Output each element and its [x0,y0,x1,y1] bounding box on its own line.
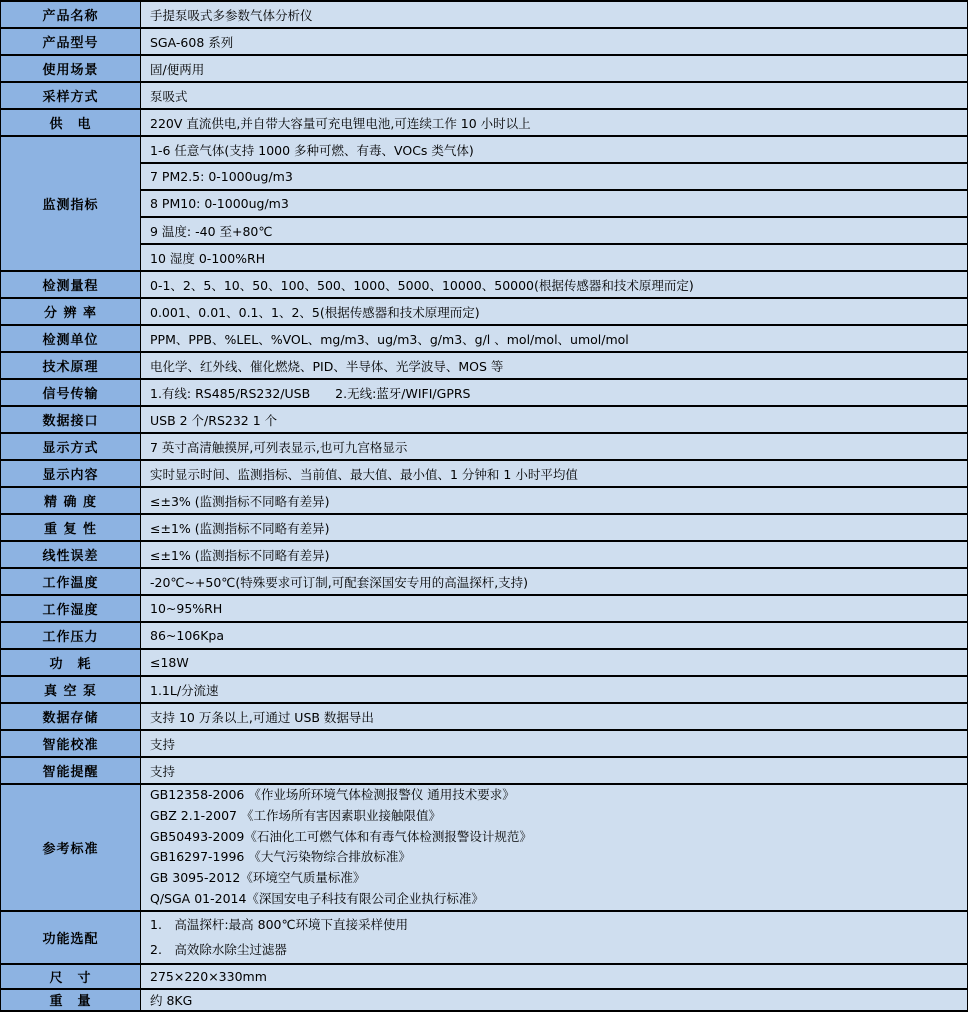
row-value: 支持 [141,757,968,784]
row-value: 7 英寸高清触摸屏,可列表显示,也可九宫格显示 [141,433,968,460]
row-label-options: 功能选配 [1,911,141,964]
row-value: ≤±1% (监测指标不同略有差异) [141,541,968,568]
row-value: 约 8KG [141,989,968,1011]
row-label: 智能提醒 [1,757,141,784]
row-value: 275×220×330mm [141,964,968,989]
table-row-working-temperature [1,568,968,595]
row-label: 精 确 度 [1,487,141,514]
row-label: 使用场景 [1,55,141,82]
row-value: 7 PM2.5: 0-1000ug/m3 [141,163,968,190]
row-value: 1-6 任意气体(支持 1000 多种可燃、有毒、VOCs 类气体) [141,136,968,163]
row-label: 数据存储 [1,703,141,730]
row-value-options [141,911,968,964]
reference-standard-line: GB50493-2009《石油化工可燃气体和有毒气体检测报警设计规范》 [150,828,532,844]
table-row-power-consumption [1,649,968,676]
table-row-signal-transmission [1,379,968,406]
row-value: SGA-608 系列 [141,28,968,55]
table-row-product-model [1,28,968,55]
row-label: 供 电 [1,109,141,136]
optional-feature-line: 2. 高效除水除尘过滤器 [150,942,287,958]
row-label: 工作温度 [1,568,141,595]
reference-standard-line: GB12358-2006 《作业场所环境气体检测报警仪 通用技术要求》 [150,787,515,802]
table-row-monitoring-1 [1,136,968,163]
table-row-data-storage [1,703,968,730]
row-value: 手提泵吸式多参数气体分析仪 [141,1,968,28]
table-row-monitoring-3 [1,190,968,217]
row-value: 泵吸式 [141,82,968,109]
row-label: 工作湿度 [1,595,141,622]
row-value: 8 PM10: 0-1000ug/m3 [141,190,968,217]
row-value: 86~106Kpa [141,622,968,649]
table-row-display-content [1,460,968,487]
table-row-display-mode [1,433,968,460]
row-label: 真 空 泵 [1,676,141,703]
row-label: 采样方式 [1,82,141,109]
table-row-weight [1,989,968,1011]
row-value: 固/便两用 [141,55,968,82]
table-row-detection-unit [1,325,968,352]
row-label: 显示内容 [1,460,141,487]
row-value: ≤±3% (监测指标不同略有差异) [141,487,968,514]
table-row-monitoring-4 [1,217,968,244]
table-row-sampling-method [1,82,968,109]
row-value: 220V 直流供电,并自带大容量可充电锂电池,可连续工作 10 小时以上 [141,109,968,136]
table-row-vacuum-pump [1,676,968,703]
row-label: 产品名称 [1,1,141,28]
table-row-linearity-error [1,541,968,568]
row-value: 支持 [141,730,968,757]
table-row-power-supply [1,109,968,136]
table-row-repeatability [1,514,968,541]
row-label: 重 量 [1,989,141,1011]
row-label: 尺 寸 [1,964,141,989]
row-label: 显示方式 [1,433,141,460]
row-label: 检测量程 [1,271,141,298]
table-row-working-humidity [1,595,968,622]
table-row-accuracy [1,487,968,514]
row-label: 工作压力 [1,622,141,649]
row-value: 0.001、0.01、0.1、1、2、5(根据传感器和技术原理而定) [141,298,968,325]
row-label: 重 复 性 [1,514,141,541]
row-label-reference: 参考标准 [1,784,141,911]
table-row-technical-principle [1,352,968,379]
table-row-optional-features [1,911,968,964]
table-row-data-interface [1,406,968,433]
row-value: 支持 10 万条以上,可通过 USB 数据导出 [141,703,968,730]
row-value-reference [141,784,968,911]
reference-standard-line: GB 3095-2012《环境空气质量标准》 [150,870,366,886]
row-label: 智能校准 [1,730,141,757]
table-row-dimensions [1,964,968,989]
row-label: 检测单位 [1,325,141,352]
table-row-monitoring-2 [1,163,968,190]
row-value: 10~95%RH [141,595,968,622]
row-value: ≤18W [141,649,968,676]
table-row-smart-reminder [1,757,968,784]
reference-standard-line: GB16297-1996 《大气污染物综合排放标准》 [150,849,411,865]
row-value: PPM、PPB、%LEL、%VOL、mg/m3、ug/m3、g/m3、g/l 、mol/mol、umol/mol [141,325,968,352]
row-value: -20℃~+50℃(特殊要求可订制,可配套深国安专用的高温探杆,支持) [141,568,968,595]
row-value: USB 2 个/RS232 1 个 [141,406,968,433]
row-value: 9 温度: -40 至+80℃ [141,217,968,244]
row-label: 数据接口 [1,406,141,433]
table-row-working-pressure [1,622,968,649]
row-value: ≤±1% (监测指标不同略有差异) [141,514,968,541]
table-row-reference-standards [1,784,968,911]
row-label: 分 辨 率 [1,298,141,325]
row-value: 1.1L/分流速 [141,676,968,703]
row-label: 线性误差 [1,541,141,568]
row-value: 电化学、红外线、催化燃烧、PID、半导体、光学波导、MOS 等 [141,352,968,379]
row-label: 产品型号 [1,28,141,55]
table-row-usage-scene [1,55,968,82]
table-row-resolution [1,298,968,325]
table-row-smart-calibration [1,730,968,757]
row-label: 信号传输 [1,379,141,406]
reference-standard-line: GBZ 2.1-2007 《工作场所有害因素职业接触限值》 [150,807,441,823]
table-row-detection-range [1,271,968,298]
table-row-monitoring-5 [1,244,968,271]
row-label: 技术原理 [1,352,141,379]
row-label: 功 耗 [1,649,141,676]
row-value: 0-1、2、5、10、50、100、500、1000、5000、10000、50000(根据传感器和技术原理而定) [141,271,968,298]
table-row-product-name [1,1,968,28]
row-value: 实时显示时间、监测指标、当前值、最大值、最小值、1 分钟和 1 小时平均值 [141,460,968,487]
row-value: 1.有线: RS485/RS232/USB 2.无线:蓝牙/WIFI/GPRS [141,379,968,406]
row-value: 10 湿度 0-100%RH [141,244,968,271]
optional-feature-line: 1. 高温探杆:最高 800℃环境下直接采样使用 [150,917,409,933]
row-label-monitoring: 监测指标 [1,136,141,271]
reference-standard-line: Q/SGA 01-2014《深国安电子科技有限公司企业执行标准》 [150,890,484,906]
